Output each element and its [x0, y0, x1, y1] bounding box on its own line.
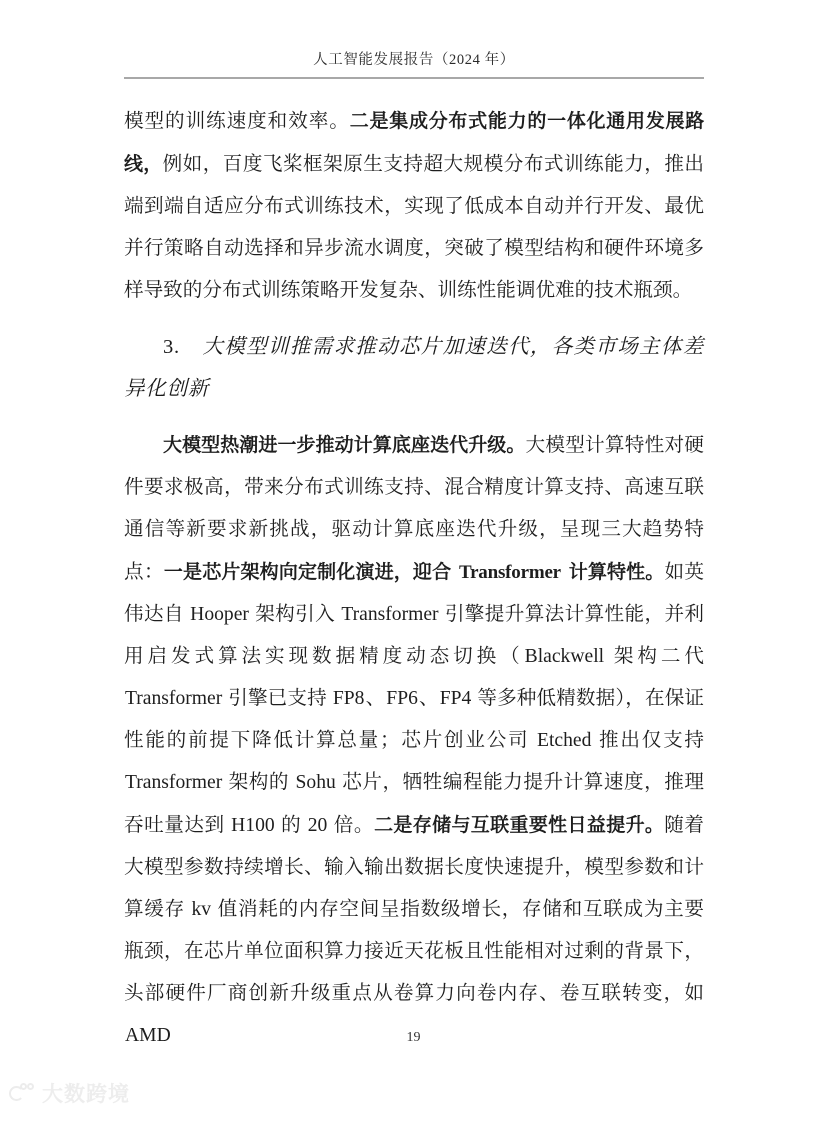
text-run-latin: FP8: [332, 688, 365, 709]
text-run-latin: Transformer: [341, 604, 439, 625]
watermark: [8, 1078, 130, 1108]
text-run-latin: kv: [191, 899, 212, 920]
text-run-plain: 倍。: [328, 815, 375, 836]
text-run-plain: 大模型计算特性对硬件要求极高，带来分布式训练支持、混合精度计算支持、高速互联通信等新要求新挑战，驱动计算底座迭代升级，呈现三大趋势特点：: [124, 435, 705, 583]
watermark-text: 大数跨境: [42, 1082, 130, 1106]
heading-number: 3.: [163, 336, 180, 358]
paragraph-compute-base: [124, 424, 704, 1057]
text-run-latin: Transformer: [125, 772, 223, 793]
section-heading-3: [124, 326, 704, 410]
text-run-plain: 芯片，牺牲编程能力提升计算速度，推理吞吐量达到: [124, 772, 705, 836]
text-run-plain: 随着大模型参数持续增长、输入输出数据长度快速提升，模型参数和计算缓存: [124, 815, 704, 920]
text-run-plain: 的: [275, 815, 307, 836]
text-run-plain: 引擎已支持: [223, 688, 332, 709]
paragraph-continuation: [124, 100, 704, 312]
page-number: 19: [406, 1030, 421, 1045]
text-run-plain: 如英伟达自: [124, 562, 705, 625]
text-run-bold-lead: 一是芯片架构向定制化演进，迎合: [163, 561, 458, 583]
logo-dot-right: [27, 1083, 34, 1090]
text-run-plain: 推出仅支持: [592, 730, 704, 751]
paragraph-spacer: [124, 312, 704, 326]
text-run-latin: FP6: [386, 688, 418, 709]
text-run-plain: 值消耗的内存空间呈指数级增长，存储和互联成为主要瓶颈，在芯片单位面积算力接近天花板且性能相对过剩的背景下，头部硬件厂商创新升级重点从卷算力向卷内存、卷互联转变，如: [124, 899, 704, 1004]
text-run-bold-lead: 二是集成分布式能力的一体化通用发展路线，: [124, 110, 705, 175]
running-header: [124, 52, 704, 79]
text-run-bold-lead: 计算特性。: [561, 561, 665, 583]
document-body: [124, 100, 704, 1057]
text-run-plain: 、: [418, 688, 439, 709]
text-run-latin: Blackwell: [524, 646, 605, 667]
text-run-latin: Sohu: [295, 772, 336, 793]
paragraph-spacer: [124, 410, 704, 424]
text-run-latin: Etched: [537, 730, 592, 751]
header-divider: [124, 77, 704, 79]
text-run-bold-lead: 大模型热潮进一步推动计算底座迭代升级。: [163, 434, 526, 456]
text-run-plain: 架构的: [223, 772, 295, 793]
text-run-bold-latin: Transformer: [459, 562, 561, 583]
text-run-plain: 模型的训练速度和效率。: [124, 111, 350, 132]
text-run-plain: 、: [365, 688, 386, 709]
header-title: 人工智能发展报告（2024 年）: [313, 52, 515, 68]
text-run-plain: 架构引入: [249, 604, 341, 625]
text-run-plain: 等多种低精数据），在保证性能的前提下降低计算总量；芯片创业公司: [124, 688, 705, 751]
text-run-latin: AMD: [125, 1025, 171, 1046]
text-run-plain: 引擎提升算法计算性能，并利用启发式算法实现数据精度动态切换（: [124, 604, 705, 667]
text-run-plain: 架构二代: [605, 646, 705, 667]
text-run-latin: Hooper: [190, 604, 249, 625]
text-run-bold-lead: 二是存储与互联重要性日益提升。: [374, 814, 665, 836]
text-run-latin: H100: [231, 815, 275, 836]
text-run-plain: 例如，百度飞桨框架原生支持超大规模分布式训练能力，推出端到端自适应分布式训练技术，实现了低成本自动并行开发、最优并行策略自动选择和异步流水调度，突破了模型结构和硬件环境多样导致的分布式训练策略开发复杂、训练性能调优难的技术瓶颈。: [124, 154, 704, 301]
logo-dot-left: [20, 1083, 27, 1090]
text-run-latin: Transformer: [125, 688, 223, 709]
text-run-latin: 20: [307, 815, 328, 836]
text-run-latin: FP4: [439, 688, 472, 709]
circle-dots-logo-icon: [8, 1082, 36, 1104]
heading-text: 大模型训推需求推动芯片加速迭代，各类市场主体差异化创新: [124, 336, 704, 400]
